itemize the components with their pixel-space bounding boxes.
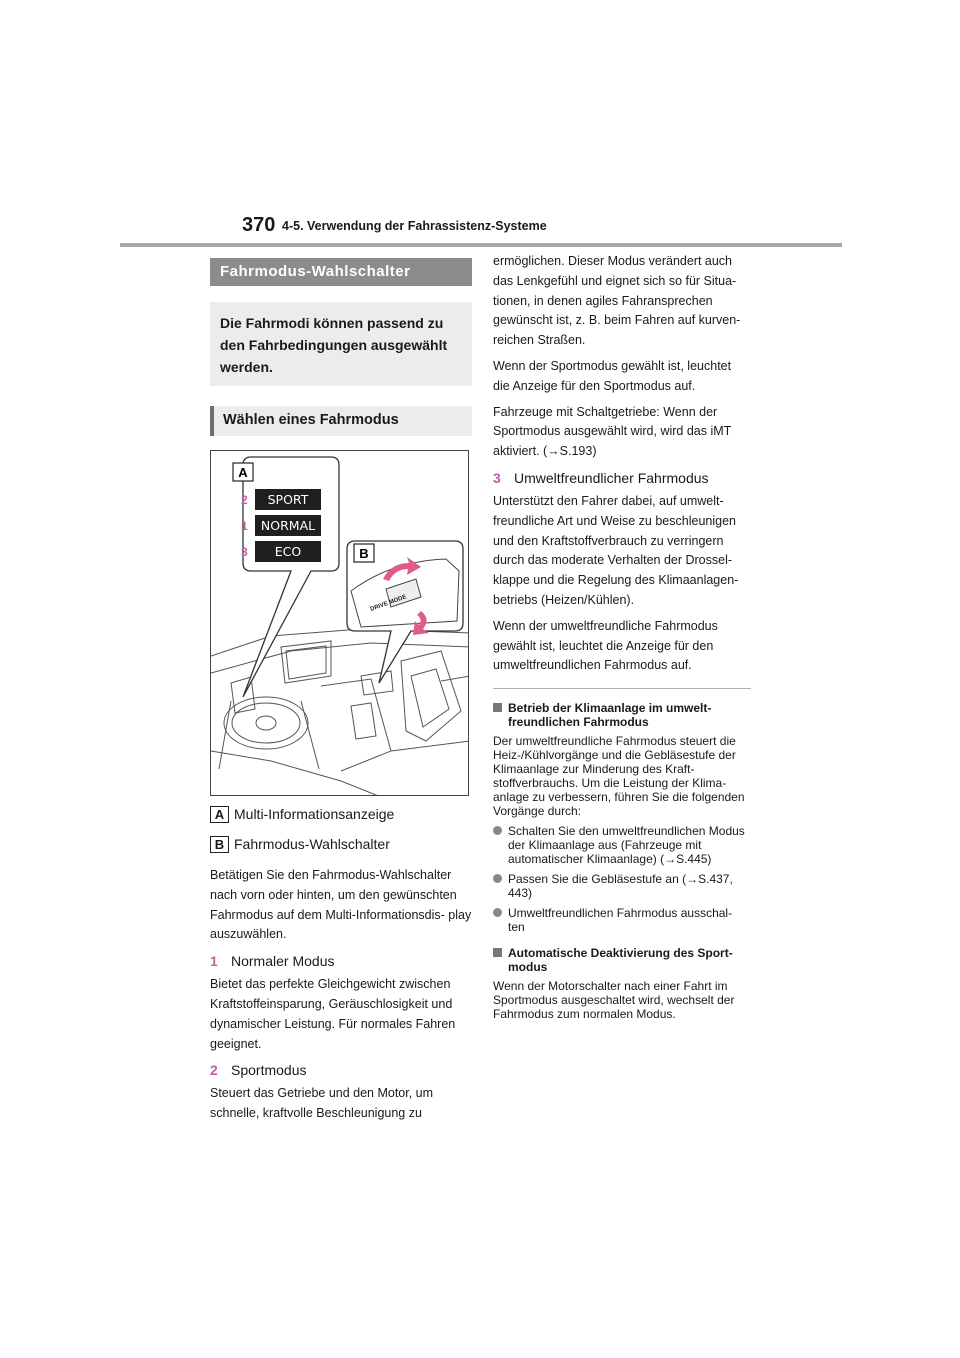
note-2-text: Wenn der Motorschalter nach einer Fahrt im Sportmodus ausgeschaltet wird, wechselt der Fahrmodus zum normalen Modus.	[493, 979, 735, 1022]
item-3-number: 3	[493, 469, 501, 486]
sport-continuation: ermöglichen. Dieser Modus verändert auch das Lenkgefühl und eignet sich so für Situa- tionen, in denen agiles Fahransprechen gewünscht ist, z. B. beim Fahren auf kurven- reichen Straßen.	[493, 254, 741, 348]
mode-label-sport: SPORT	[267, 492, 309, 507]
note-divider	[493, 688, 751, 689]
dashboard-drawing	[211, 629, 469, 796]
mode-number-3: 3	[241, 545, 248, 559]
note-1-bullet-3	[493, 906, 751, 934]
square-bullet-icon	[493, 703, 502, 712]
page-number: 370	[242, 214, 276, 236]
item-3-title: Umweltfreundlicher Fahrmodus	[514, 469, 709, 486]
chapter-title: 4-5. Verwendung der Fahrassistenz-Systeme	[282, 219, 547, 233]
legend-b-text: Fahrmodus-Wahlschalter	[234, 836, 390, 852]
bullet-1-text: Schalten Sie den umweltfreundlichen Modus der Klimaanlage aus (Fahrzeuge mit automatischer Klimaanlage) (→S.445)	[508, 824, 745, 867]
item-1-text: Bietet das perfekte Gleichgewicht zwischen Kraftstoffeinsparung, Geräuschlosigkeit und dynamischer Leistung. Für normales Fahren geeignet.	[210, 977, 456, 1051]
switch-label: DRIVE MODE	[369, 594, 408, 613]
note-2-heading	[493, 946, 751, 974]
right-column	[493, 252, 751, 1021]
subsection-title: Wählen eines Fahrmodus	[210, 406, 472, 436]
note-1-bullet-2	[493, 872, 751, 900]
item-2-number: 2	[210, 1062, 218, 1079]
figure-label-a: A	[238, 465, 248, 480]
item-1-heading	[210, 953, 472, 969]
legend-a	[210, 804, 472, 824]
round-bullet-icon	[493, 874, 502, 883]
figure-label-b: B	[359, 546, 369, 561]
sport-indicator-text: Wenn der Sportmodus gewählt ist, leuchtet die Anzeige für den Sportmodus auf.	[493, 358, 732, 393]
bullet-2-text: Passen Sie die Gebläsestufe an (→S.437, 443)	[508, 872, 733, 901]
left-column	[210, 258, 472, 1124]
item-2-text: Steuert das Getriebe und den Motor, um schnelle, kraftvolle Beschleunigung zu	[210, 1086, 434, 1121]
note-1-bullet-1	[493, 824, 751, 866]
legend-a-text: Multi-Informationsanzeige	[234, 806, 395, 822]
section-title: Fahrmodus-Wahlschalter	[210, 258, 472, 286]
item-1-title: Normaler Modus	[231, 953, 335, 970]
mode-label-normal: NORMAL	[260, 518, 316, 533]
item-3-text: Unterstützt den Fahrer dabei, auf umwelt- freundliche Art und Weise zu beschleunigen und den Kraftstoffverbrauch zu verringern durch das moderate Verhalten der Drossel- klappe und die Regelung des Klimaanlagen- betriebs (Heizen/Kühlen).	[493, 493, 739, 607]
eco-indicator-text: Wenn der umweltfreundliche Fahrmodus gewählt ist, leuchtet die Anzeige für den umweltfreundlichen Fahrmodus auf.	[493, 618, 718, 673]
square-bullet-icon	[493, 948, 502, 957]
bullet-3-text: Umweltfreundlichen Fahrmodus ausschal- ten	[508, 906, 733, 935]
round-bullet-icon	[493, 826, 502, 835]
item-3-heading	[493, 470, 751, 486]
illustration-figure	[210, 450, 469, 796]
mode-number-1: 1	[241, 519, 248, 533]
note-1-title: Betrieb der Klimaanlage im umwelt- freundlichen Fahrmodus	[508, 701, 712, 730]
manual-transmission-text: Fahrzeuge mit Schaltgetriebe: Wenn der Sportmodus ausgewählt wird, wird das iMT aktiviert. (→S.193)	[493, 404, 732, 459]
item-2-title: Sportmodus	[231, 1062, 307, 1079]
mode-number-2: 2	[241, 493, 248, 507]
round-bullet-icon	[493, 908, 502, 917]
legend-a-letter: A	[210, 806, 229, 823]
intro-box: Die Fahrmodi können passend zu den Fahrbedingungen ausgewählt werden.	[210, 302, 472, 386]
note-2-title: Automatische Deaktivierung des Sport- modus	[508, 946, 733, 975]
note-1-text: Der umweltfreundliche Fahrmodus steuert die Heiz-/Kühlvorgänge und die Gebläsestufe der Klimaanlage zur Minderung des Kraft- stoffverbrauchs. Um die Leistung der Klima- anlage zu verbessern, führen Sie die folgenden Vorgänge durch:	[493, 734, 745, 819]
item-1-number: 1	[210, 953, 218, 970]
drive-mode-illustration	[211, 451, 469, 796]
legend-b-letter: B	[210, 836, 229, 853]
note-1-heading	[493, 701, 751, 729]
header-rule	[120, 243, 842, 247]
item-2-heading	[210, 1062, 472, 1078]
mode-label-eco: ECO	[274, 544, 302, 559]
instruction-paragraph: Betätigen Sie den Fahrmodus-Wahlschalter nach vorn oder hinten, um den gewünschten Fahrmodus auf dem Multi-Informationsdis- play auszuwählen.	[210, 868, 472, 942]
legend-b	[210, 834, 472, 854]
